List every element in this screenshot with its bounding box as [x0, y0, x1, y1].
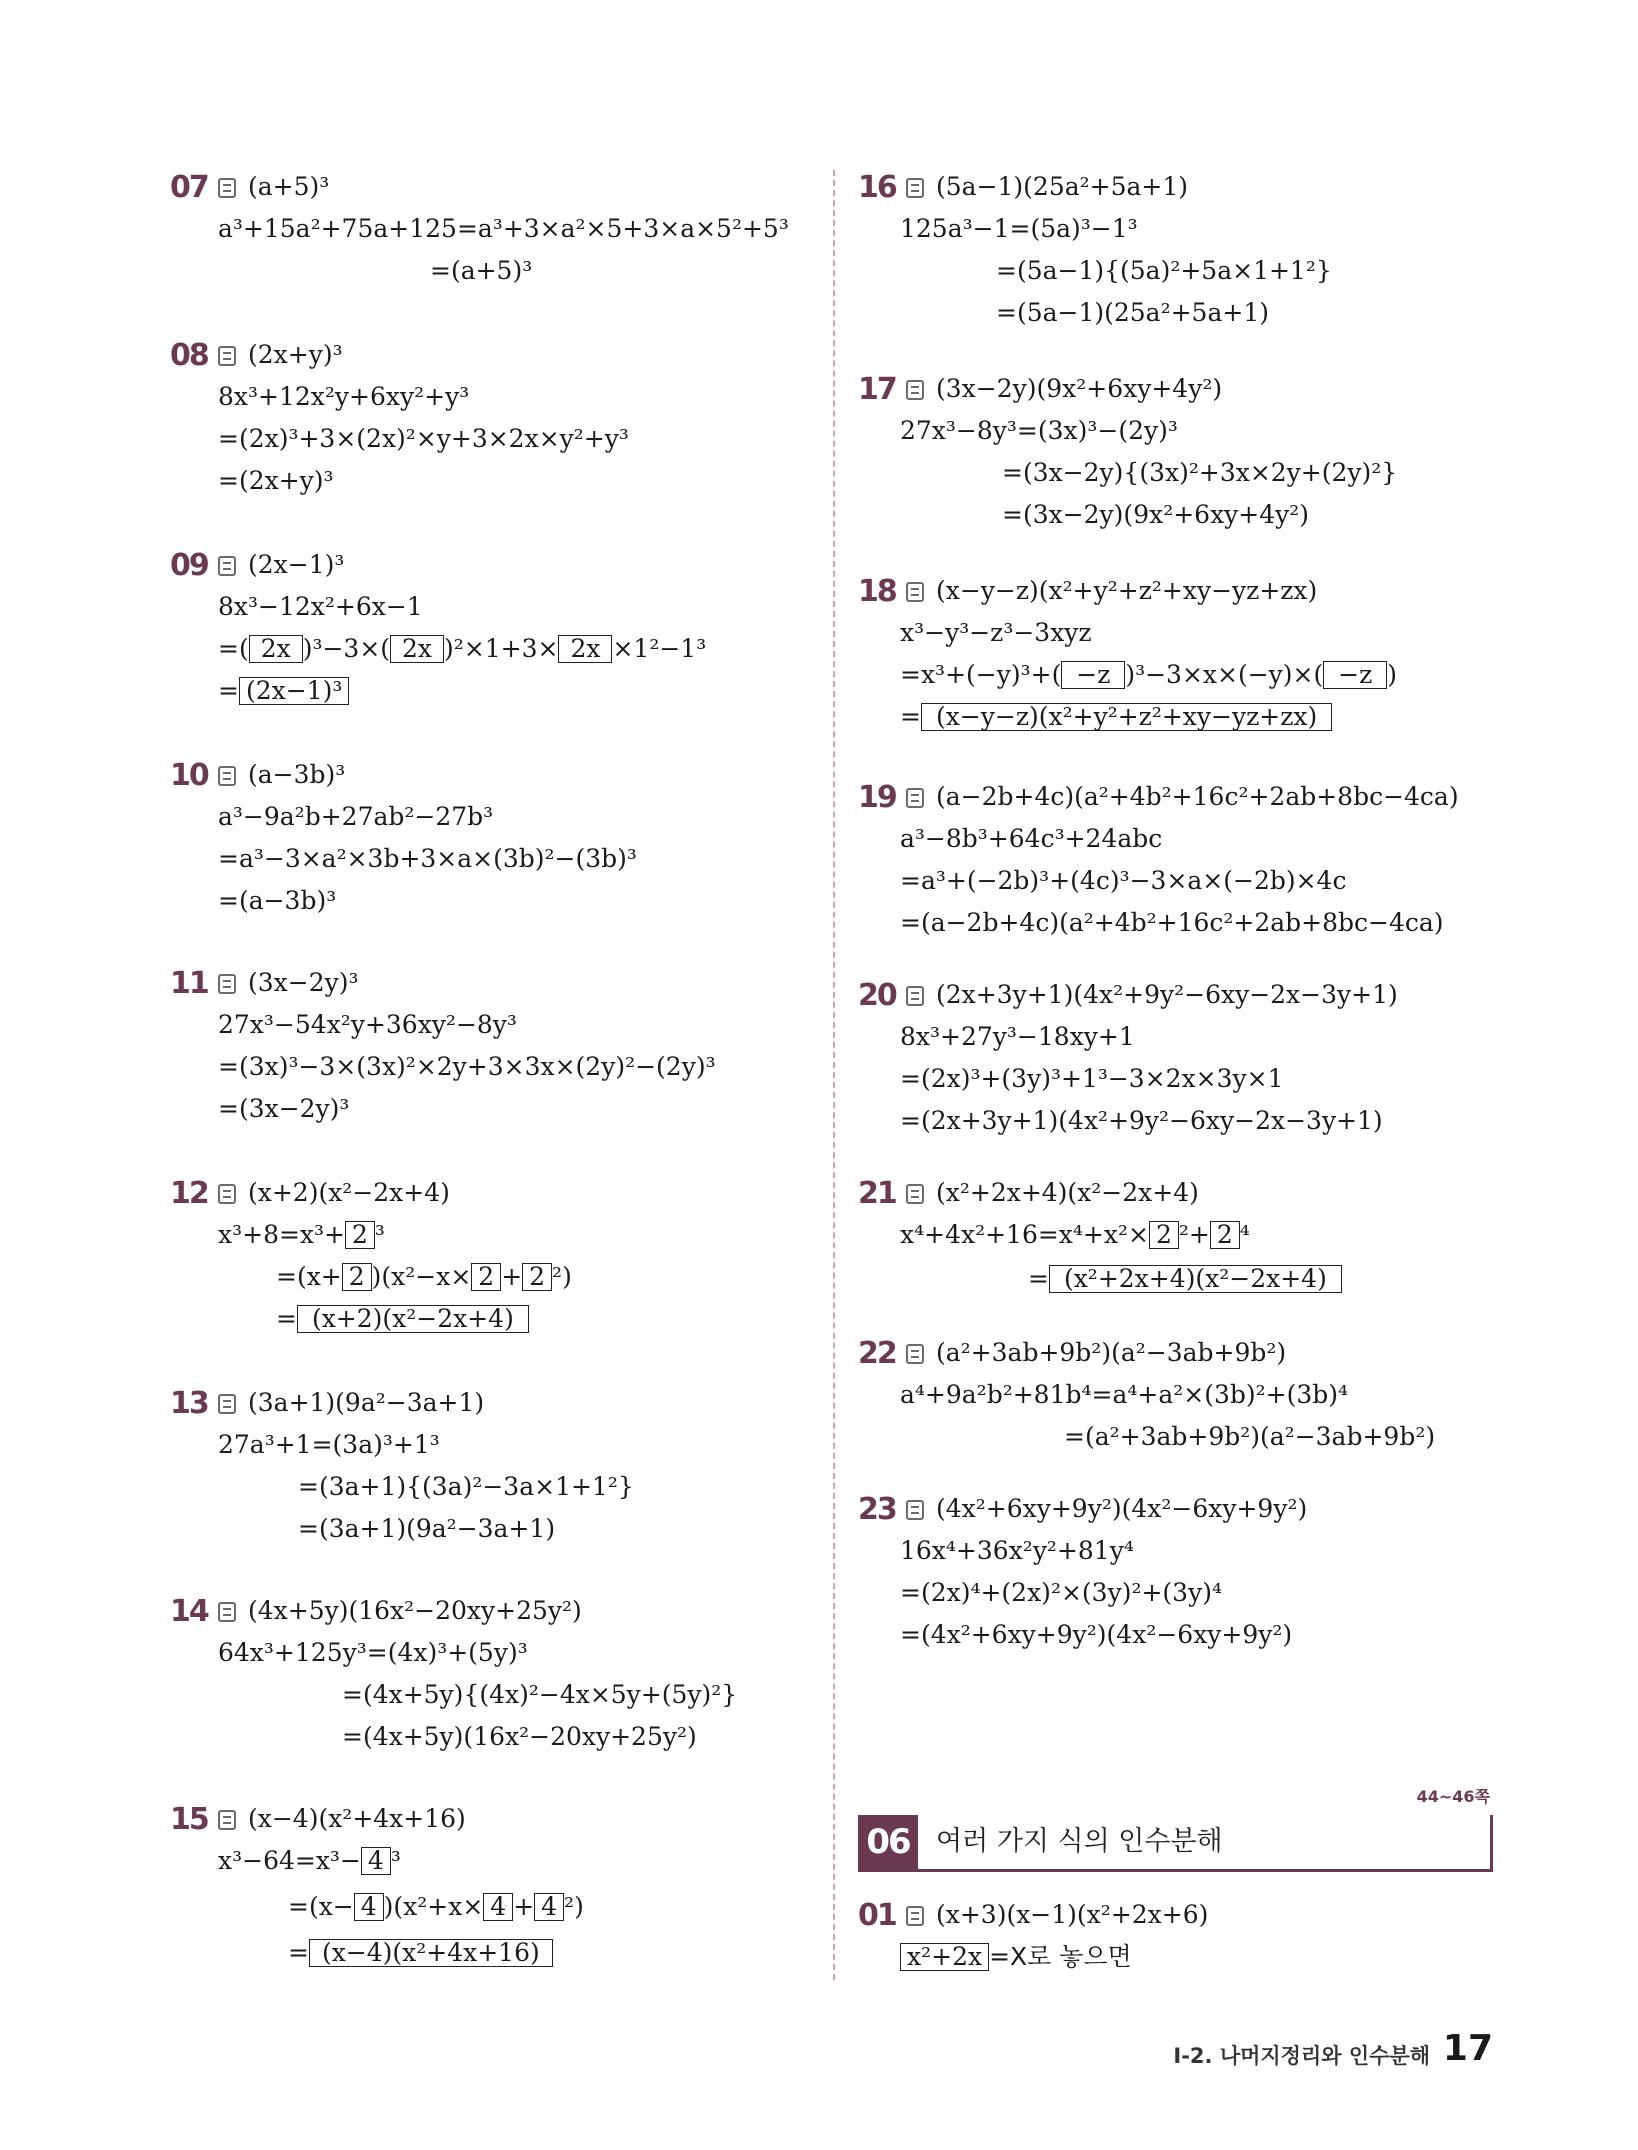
answer-text: (x+2)(x²−2x+4) — [248, 1178, 450, 1207]
solution-line — [218, 632, 706, 666]
text-part: =( — [218, 634, 249, 663]
text-part: ) — [1387, 660, 1397, 689]
blank-box: 2x — [249, 635, 303, 663]
blank-box: 2 — [345, 1221, 375, 1249]
text-part: =(x− — [288, 1892, 354, 1921]
chapter-label: Ⅰ-2. 나머지정리와 인수분해 — [1173, 2044, 1430, 2068]
answer-text: (a+5)³ — [248, 172, 330, 201]
solution-line: 27x³−54x²y+36xy²−8y³ — [218, 1010, 517, 1039]
answer-text: (x+3)(x−1)(x²+2x+6) — [936, 1900, 1209, 1929]
solution-line: =(5a−1){(5a)²+5a×1+1²} — [996, 256, 1332, 285]
answer-box: (x−4)(x²+4x+16) — [309, 1939, 553, 1967]
solution-line — [288, 1936, 553, 1970]
solution-line: =(2x)⁴+(2x)²×(3y)²+(3y)⁴ — [900, 1578, 1222, 1607]
page-range: 44~46쪽 — [1416, 1787, 1490, 1806]
text-part: ×1²−1³ — [612, 634, 707, 663]
solution-line: =(4x²+6xy+9y²)(4x²−6xy+9y²) — [900, 1620, 1293, 1649]
text-part: )²×1+3× — [444, 634, 559, 663]
problem-number: 18 — [858, 574, 896, 609]
answer-icon — [906, 178, 924, 198]
solution-line: 125a³−1=(5a)³−1³ — [900, 214, 1138, 243]
answer-icon — [218, 1184, 236, 1204]
solution-line: a³+15a²+75a+125=a³+3×a²×5+3×a×5²+5³ — [218, 214, 789, 243]
problem-number: 11 — [170, 966, 208, 1001]
text-part: )³−3×( — [302, 634, 391, 663]
text-part: + — [513, 1892, 535, 1921]
solution-line: =(a−2b+4c)(a²+4b²+16c²+2ab+8bc−4ca) — [900, 908, 1444, 937]
text-part: ³ — [390, 1846, 401, 1875]
answer-icon — [218, 346, 236, 366]
solution-line — [218, 1218, 385, 1252]
solution-line: =a³+(−2b)³+(4c)³−3×a×(−2b)×4c — [900, 866, 1347, 895]
text-part: ²) — [564, 1892, 584, 1921]
text-part: = — [218, 676, 239, 705]
answer-text: (x−4)(x²+4x+16) — [248, 1804, 466, 1833]
solution-line — [276, 1302, 529, 1336]
answer-text: (a−3b)³ — [248, 760, 346, 789]
problem-number: 21 — [858, 1176, 896, 1211]
answer-icon — [906, 1184, 924, 1204]
problem-number: 15 — [170, 1802, 208, 1837]
answer-text: (x−y−z)(x²+y²+z²+xy−yz+zx) — [936, 576, 1318, 605]
solution-line: =(4x+5y){(4x)²−4x×5y+(5y)²} — [342, 1680, 738, 1709]
answer-icon — [906, 380, 924, 400]
section-header — [858, 1815, 1493, 1872]
solution-line: =(3x−2y){(3x)²+3x×2y+(2y)²} — [1002, 458, 1398, 487]
text-part: = — [288, 1938, 309, 1967]
problem-number: 07 — [170, 170, 208, 205]
solution-line: =(3x−2y)³ — [218, 1094, 350, 1123]
solution-line: 8x³−12x²+6x−1 — [218, 592, 423, 621]
answer-text: (a²+3ab+9b²)(a²−3ab+9b²) — [936, 1338, 1287, 1367]
answer-box: (x−y−z)(x²+y²+z²+xy−yz+zx) — [921, 703, 1332, 731]
problem-number: 13 — [170, 1386, 208, 1421]
solution-line: 8x³+12x²y+6xy²+y³ — [218, 382, 470, 411]
answer-icon — [906, 1344, 924, 1364]
solution-line: =a³−3×a²×3b+3×a×(3b)²−(3b)³ — [218, 844, 637, 873]
text-part: + — [501, 1262, 523, 1291]
answer-icon — [906, 986, 924, 1006]
solution-line: =(2x+y)³ — [218, 466, 334, 495]
answer-box: (2x−1)³ — [239, 677, 349, 705]
text-part: ²+ — [1178, 1220, 1210, 1249]
answer-text: (3a+1)(9a²−3a+1) — [248, 1388, 485, 1417]
blank-box: x²+2x — [900, 1943, 989, 1971]
section-number: 06 — [858, 1815, 918, 1869]
blank-box: 2 — [522, 1263, 552, 1291]
blank-box: 2 — [1210, 1221, 1240, 1249]
answer-text: (x²+2x+4)(x²−2x+4) — [936, 1178, 1199, 1207]
solution-line: =(3a+1)(9a²−3a+1) — [298, 1514, 556, 1543]
text-part: = — [276, 1304, 297, 1333]
blank-box: 2 — [1149, 1221, 1179, 1249]
blank-box: 4 — [534, 1893, 564, 1921]
text-part: x³−64=x³− — [218, 1846, 361, 1875]
solution-line: a³−9a²b+27ab²−27b³ — [218, 802, 494, 831]
answer-box: (x²+2x+4)(x²−2x+4) — [1049, 1265, 1342, 1293]
text-part: x⁴+4x²+16=x⁴+x²× — [900, 1220, 1149, 1249]
solution-line: =(3a+1){(3a)²−3a×1+1²} — [298, 1472, 634, 1501]
text-part: )³−3×x×(−y)×( — [1125, 660, 1324, 689]
text-part: =x³+(−y)³+( — [900, 660, 1062, 689]
text-part: )(x²−x× — [371, 1262, 472, 1291]
blank-box: 4 — [354, 1893, 384, 1921]
solution-line: =(3x)³−3×(3x)²×2y+3×3x×(2y)²−(2y)³ — [218, 1052, 716, 1081]
solution-line — [276, 1260, 572, 1294]
text-part: ²) — [552, 1262, 572, 1291]
problem-number: 10 — [170, 758, 208, 793]
text-part: = — [900, 702, 921, 731]
answer-icon — [218, 178, 236, 198]
solution-line: =(a+5)³ — [430, 256, 533, 285]
blank-box: 2x — [558, 635, 612, 663]
answer-text: (2x−1)³ — [248, 550, 345, 579]
solution-line: 27x³−8y³=(3x)³−(2y)³ — [900, 416, 1178, 445]
problem-number: 16 — [858, 170, 896, 205]
problem-number: 20 — [858, 978, 896, 1013]
answer-icon — [218, 766, 236, 786]
problem-number: 01 — [858, 1898, 896, 1933]
answer-text: (a−2b+4c)(a²+4b²+16c²+2ab+8bc−4ca) — [936, 782, 1459, 811]
solution-line: 16x⁴+36x²y²+81y⁴ — [900, 1536, 1134, 1565]
solution-line — [218, 1844, 401, 1878]
answer-icon — [218, 556, 236, 576]
answer-text: (3x−2y)³ — [248, 968, 359, 997]
answer-icon — [906, 582, 924, 602]
blank-box: −z — [1061, 661, 1125, 689]
answer-icon — [906, 1500, 924, 1520]
text-part: ³ — [374, 1220, 385, 1249]
answer-text: (4x²+6xy+9y²)(4x²−6xy+9y²) — [936, 1494, 1308, 1523]
solution-line: a⁴+9a²b²+81b⁴=a⁴+a²×(3b)²+(3b)⁴ — [900, 1380, 1349, 1409]
solution-line: 27a³+1=(3a)³+1³ — [218, 1430, 440, 1459]
problem-number: 22 — [858, 1336, 896, 1371]
blank-box: 4 — [361, 1847, 391, 1875]
answer-text: (5a−1)(25a²+5a+1) — [936, 172, 1189, 201]
solution-line: =(a²+3ab+9b²)(a²−3ab+9b²) — [1064, 1422, 1436, 1451]
text-part: =X로 놓으면 — [989, 1942, 1132, 1971]
problem-number: 14 — [170, 1594, 208, 1629]
answer-box: (x+2)(x²−2x+4) — [297, 1305, 529, 1333]
problem-number: 17 — [858, 372, 896, 407]
solution-line: =(2x)³+3×(2x)²×y+3×2x×y²+y³ — [218, 424, 629, 453]
problem-number: 23 — [858, 1492, 896, 1527]
solution-line: =(a−3b)³ — [218, 886, 337, 915]
solution-line: x³−y³−z³−3xyz — [900, 618, 1092, 647]
solution-line — [900, 658, 1397, 692]
section-title: 여러 가지 식의 인수분해 — [936, 1826, 1223, 1857]
text-part: )(x²+x× — [383, 1892, 484, 1921]
solution-line — [1028, 1262, 1342, 1296]
problem-number: 12 — [170, 1176, 208, 1211]
text-part: = — [1028, 1264, 1049, 1293]
blank-box: 2 — [342, 1263, 372, 1291]
answer-icon — [218, 974, 236, 994]
problem-number: 08 — [170, 338, 208, 373]
answer-text: (2x+3y+1)(4x²+9y²−6xy−2x−3y+1) — [936, 980, 1398, 1009]
answer-icon — [906, 788, 924, 808]
solution-line: a³−8b³+64c³+24abc — [900, 824, 1163, 853]
solution-line: 64x³+125y³=(4x)³+(5y)³ — [218, 1638, 528, 1667]
answer-text: (2x+y)³ — [248, 340, 343, 369]
text-part: =(x+ — [276, 1262, 342, 1291]
solution-line — [288, 1890, 584, 1924]
answer-text: (4x+5y)(16x²−20xy+25y²) — [248, 1596, 582, 1625]
solution-line: =(5a−1)(25a²+5a+1) — [996, 298, 1269, 327]
blank-box: 2 — [471, 1263, 501, 1291]
blank-box: 4 — [483, 1893, 513, 1921]
solution-line: =(2x)³+(3y)³+1³−3×2x×3y×1 — [900, 1064, 1284, 1093]
problem-number: 09 — [170, 548, 208, 583]
answer-icon — [218, 1394, 236, 1414]
blank-box: 2x — [390, 635, 444, 663]
solution-line: =(3x−2y)(9x²+6xy+4y²) — [1002, 500, 1310, 529]
solution-line: 8x³+27y³−18xy+1 — [900, 1022, 1135, 1051]
answer-icon — [218, 1602, 236, 1622]
solution-line — [218, 674, 349, 708]
answer-icon — [218, 1810, 236, 1830]
answer-icon — [906, 1906, 924, 1926]
solution-line: =(2x+3y+1)(4x²+9y²−6xy−2x−3y+1) — [900, 1106, 1383, 1135]
solution-line — [900, 1218, 1250, 1252]
column-divider — [833, 170, 835, 1980]
answer-text: (3x−2y)(9x²+6xy+4y²) — [936, 374, 1223, 403]
solution-line — [900, 1940, 1132, 1974]
text-part: ⁴ — [1239, 1220, 1250, 1249]
solution-line: =(4x+5y)(16x²−20xy+25y²) — [342, 1722, 697, 1751]
blank-box: −z — [1323, 661, 1387, 689]
problem-number: 19 — [858, 780, 896, 815]
solution-line — [900, 700, 1332, 734]
page-number: 17 — [1442, 2028, 1493, 2069]
text-part: x³+8=x³+ — [218, 1220, 345, 1249]
